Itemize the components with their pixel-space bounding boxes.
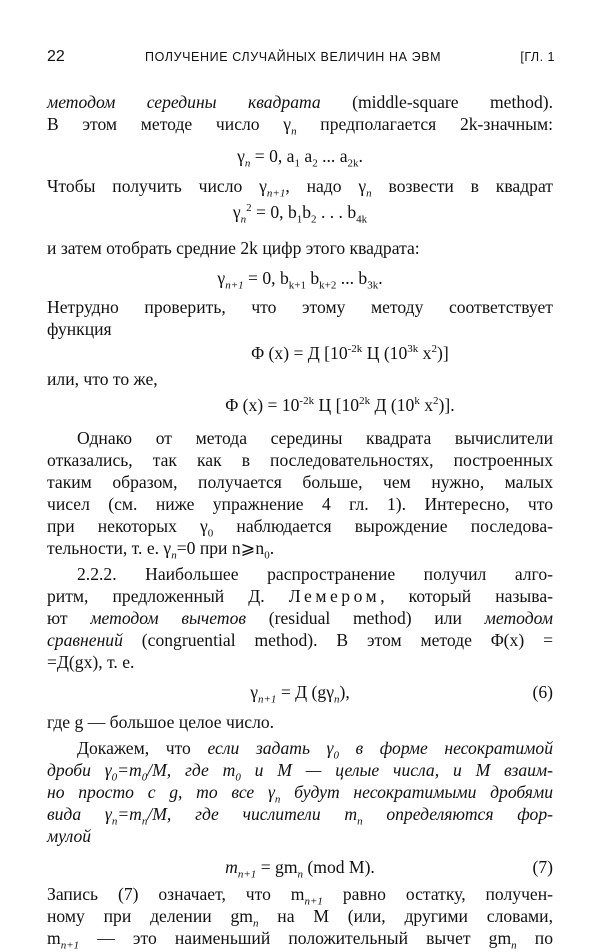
text-span: =Д(gx), т. е.	[47, 652, 135, 672]
math: -2k	[299, 395, 315, 408]
math: 2k	[347, 157, 359, 170]
subscript: n	[111, 815, 118, 828]
math: (mod M).	[303, 857, 375, 877]
page-header	[47, 48, 555, 70]
math: n	[244, 157, 251, 170]
author-name: Лемером	[288, 586, 381, 606]
math: x	[418, 343, 432, 363]
math: 2	[312, 157, 318, 170]
math: 3k	[367, 279, 379, 292]
math: 2	[246, 202, 252, 215]
text-line	[47, 759, 553, 784]
subscript: n	[274, 793, 281, 806]
text-span: дроби γ	[47, 760, 112, 780]
text-span: (congruential method). В этом методе Φ(x) =	[122, 630, 553, 650]
math: Ц (10	[362, 343, 408, 363]
math: m	[225, 857, 238, 877]
text-line	[47, 368, 553, 390]
equation-6	[47, 680, 553, 704]
chapter-label: [ГЛ. 1	[520, 50, 555, 64]
text-line	[47, 318, 553, 340]
text-line	[47, 825, 553, 847]
math: k	[414, 395, 420, 408]
equation-4	[47, 341, 553, 365]
subscript: 0	[264, 549, 270, 562]
subscript: n	[366, 187, 372, 200]
text-line	[47, 237, 553, 259]
text-line	[47, 175, 553, 200]
text-span: Докажем, что	[77, 738, 208, 758]
math: . . . b	[316, 202, 357, 222]
math: Φ (x) = 10	[225, 395, 300, 415]
equation-number: (6)	[532, 682, 553, 702]
text-span: — это наименьший положительный вычет gm	[79, 928, 512, 948]
subscript: n+1	[266, 187, 286, 200]
text-line	[47, 737, 553, 762]
math: 2	[433, 395, 439, 408]
text-span: равно остатку, получен-	[322, 884, 554, 904]
running-title: ПОЛУЧЕНИЕ СЛУЧАЙНЫХ ВЕЛИЧИН НА ЭВМ	[145, 50, 442, 64]
text-span: В этом методе число γ	[47, 114, 292, 134]
text-span: .	[269, 538, 275, 558]
math: γ	[250, 682, 258, 702]
equation-5	[47, 393, 553, 417]
math: a	[299, 146, 313, 166]
math: 2k	[359, 395, 371, 408]
math: γ	[232, 202, 241, 222]
text-span: m	[47, 928, 61, 948]
math: n+1	[237, 868, 257, 881]
math: )].	[438, 395, 455, 415]
text-span: таким образом, получается больше, чем нужно, малых	[47, 472, 553, 492]
text-span: вида γ	[47, 804, 112, 824]
text-span: где g — большое целое число.	[47, 712, 275, 732]
text-span: будут несократимыми дробями	[280, 782, 554, 802]
math: = gm	[256, 857, 298, 877]
term-italic: мулой	[47, 826, 92, 846]
text-span: по	[516, 928, 553, 948]
text-span: ному при делении gm	[47, 906, 253, 926]
math: ... b	[336, 268, 368, 288]
text-line	[47, 113, 553, 138]
text-span: (middle-square method).	[320, 92, 554, 112]
text-line	[47, 781, 554, 806]
text-line	[47, 927, 553, 952]
math: 1	[296, 213, 303, 226]
text-span: (residual method) или	[246, 608, 485, 628]
subscript: n	[357, 815, 363, 828]
subscript: n	[171, 549, 177, 562]
subscript: 0	[207, 527, 214, 540]
text-span: , надо γ	[285, 176, 367, 196]
text-span: тельности, т. е. γ	[47, 538, 172, 558]
subscript: n+1	[60, 939, 80, 952]
subscript: 0	[141, 771, 148, 784]
text-span: Нетрудно проверить, что этому методу соответствует	[47, 297, 553, 317]
subscript: 0	[235, 771, 241, 784]
math: ... a	[317, 146, 348, 166]
math: = 0, b	[251, 202, 297, 222]
math: = 0, b	[243, 268, 289, 288]
subscript: n	[252, 917, 259, 930]
equation-3	[47, 266, 553, 290]
text-span: Запись (7) означает, что m	[47, 884, 305, 904]
text-span: возвести в квадрат	[371, 176, 553, 196]
equation-2	[47, 200, 553, 224]
text-span: и затем отобрать средние 2k цифр этого квадрата:	[47, 238, 420, 258]
subscript: 0	[333, 749, 339, 762]
subscript: n+1	[304, 895, 323, 908]
text-line	[47, 296, 553, 318]
math: k+1	[288, 279, 306, 292]
text-span: ют	[47, 608, 91, 628]
text-line	[47, 883, 554, 908]
math: 3k	[407, 343, 419, 356]
text-span: , который называ-	[380, 586, 553, 606]
equation-1	[47, 144, 553, 168]
text-line	[47, 493, 553, 515]
math: 1	[294, 157, 300, 170]
math: Ц [10	[314, 395, 360, 415]
text-line	[47, 585, 553, 607]
text-span: но просто с g, то все γ	[47, 782, 275, 802]
math: n	[297, 868, 303, 881]
text-span: если задать γ	[207, 738, 334, 758]
equation-7	[47, 855, 553, 879]
math: n+1	[258, 693, 277, 706]
equation-number: (7)	[532, 857, 553, 877]
math: n+1	[225, 279, 244, 292]
term-italic: методом вычетов	[90, 608, 247, 628]
math: γ	[237, 146, 245, 166]
text-span: наблюдается вырождение последова-	[213, 516, 554, 536]
text-span: =0 при n⩾n	[176, 538, 265, 558]
term-italic: методом середины квадрата	[47, 92, 321, 112]
text-span: или, что то же,	[47, 369, 158, 389]
text-line	[47, 471, 553, 493]
text-span: Однако от метода середины квадрата вычислители	[77, 428, 553, 448]
text-span: /M, где m	[147, 760, 236, 780]
text-span: предполагается 2k-значным:	[296, 114, 553, 134]
math: .	[358, 146, 363, 166]
text-span: =m	[117, 804, 142, 824]
text-span: /M, где числители m	[147, 804, 358, 824]
subscript: n	[141, 815, 148, 828]
math: Д (10	[370, 395, 415, 415]
text-span: 2.2.2. Наибольшее распространение получил алго-	[77, 564, 553, 584]
math: b	[302, 202, 312, 222]
text-span: ритм, предложенный Д.	[47, 586, 289, 606]
term-italic: методом	[484, 608, 553, 628]
text-line	[47, 629, 553, 651]
text-span: на M (или, другими словами,	[258, 906, 553, 926]
text-span: при некоторых γ	[47, 516, 208, 536]
text-span: функция	[47, 319, 112, 339]
math: n	[334, 693, 340, 706]
subscript: n	[291, 125, 297, 138]
math: = 0, a	[250, 146, 295, 166]
text-line	[47, 427, 553, 449]
math: )]	[436, 343, 449, 363]
math: Φ (x) = Д [10	[251, 343, 348, 363]
page-number: 22	[47, 48, 65, 65]
text-line	[47, 651, 553, 673]
math: b	[305, 268, 320, 288]
math: k+2	[319, 279, 337, 292]
text-span: =m	[117, 760, 142, 780]
text-span: определяются фор-	[362, 804, 553, 824]
text-span: в форме несократимой	[338, 738, 553, 758]
text-span: отказались, так как в последовательностях, построенных	[47, 450, 553, 470]
math: 4k	[356, 213, 368, 226]
math: -2k	[347, 343, 363, 356]
subscript: n	[511, 939, 517, 952]
math: γ	[217, 268, 226, 288]
math: .	[378, 268, 383, 288]
term-italic: сравнений	[47, 630, 123, 650]
math: = Д (gγ	[276, 682, 334, 702]
text-span: и M — целые числа, и M взаим-	[240, 760, 553, 780]
text-line	[47, 905, 553, 930]
math: x	[419, 395, 434, 415]
text-line	[47, 515, 554, 540]
text-line	[47, 711, 553, 733]
text-line	[47, 563, 553, 585]
text-line	[47, 91, 553, 113]
text-line	[47, 537, 553, 562]
math: 2	[311, 213, 317, 226]
text-line	[47, 803, 553, 828]
math: n	[240, 213, 247, 226]
math: ),	[339, 682, 350, 702]
subscript: 0	[111, 771, 118, 784]
text-span: Чтобы получить число γ	[47, 176, 267, 196]
math: 2	[431, 343, 437, 356]
text-line	[47, 449, 553, 471]
text-line	[47, 607, 553, 629]
text-span: чисел (см. ниже упражнение 4 гл. 1). Интересно, что	[47, 494, 553, 514]
